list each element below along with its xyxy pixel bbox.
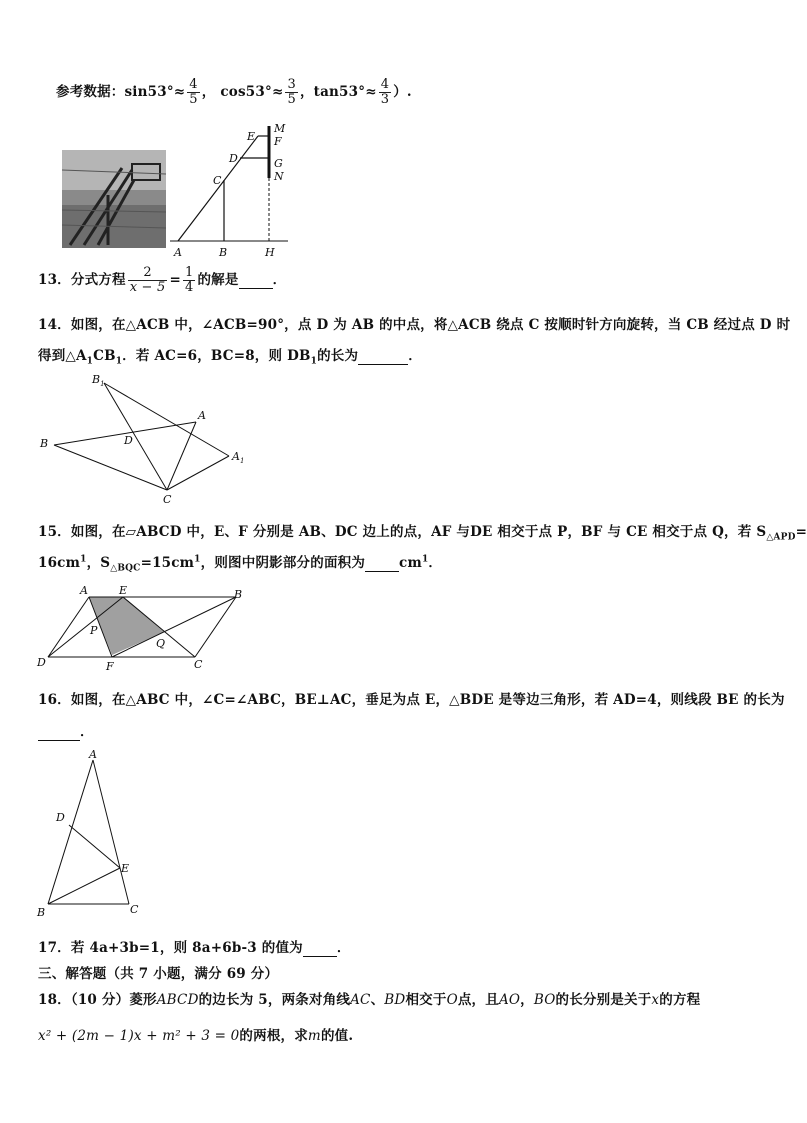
q18-equation: x² + (2m − 1)x + m² + 3 = 0: [38, 1028, 240, 1044]
figure-12-geometry: [168, 118, 298, 267]
label-F: F: [106, 660, 114, 673]
question-14-line-2: [38, 344, 422, 367]
q15-text-16cm: 16cm: [38, 555, 81, 571]
label-D: D: [124, 434, 133, 447]
q18-abcd: ABCD: [156, 992, 199, 1008]
question-18-line-2: [38, 1024, 353, 1044]
q15-end: ．: [428, 555, 443, 571]
q14-answer-blank: [358, 348, 408, 365]
q15-sub-apd: △APD: [766, 532, 796, 543]
label-A: A: [80, 584, 88, 597]
label-N: N: [274, 170, 284, 183]
label-E: E: [119, 584, 128, 597]
q18-ao: AO: [498, 992, 521, 1008]
q13-lhs-numerator: 2: [128, 266, 168, 281]
q16-answer-blank: [38, 724, 80, 741]
seg-B1A1: [104, 383, 229, 456]
q14-sub-a1: 1: [86, 356, 94, 367]
label-D: D: [229, 152, 238, 165]
question-16-line-1: 16．如图，在△ABC 中，∠C=∠ABC，BE⊥AC，垂足为点 E，△BDE 是等边三角形，若 AD=4，则线段 BE 的长为: [38, 692, 785, 708]
q15-text-cm: cm: [399, 555, 422, 571]
label-H: H: [265, 246, 275, 259]
seg-AB: [48, 760, 93, 904]
label-B: B: [234, 588, 243, 601]
q14-text-a: 得到△A: [38, 348, 87, 364]
label-B: B: [37, 906, 46, 919]
label-E: E: [121, 862, 130, 875]
cos-label: ， cos53°≈: [201, 84, 284, 100]
ref-suffix: ）.: [393, 84, 412, 100]
q18-x: x: [651, 992, 660, 1008]
sin-denominator: 5: [189, 92, 198, 107]
cos-fraction: [285, 78, 297, 107]
q18-sep: 、: [370, 992, 385, 1008]
figure-15: [34, 582, 254, 676]
q15-sup-3: 1: [421, 554, 429, 565]
seg-A1C: [167, 456, 229, 490]
seg-DE: [69, 825, 120, 868]
q13-end: ．: [272, 272, 287, 288]
label-D: D: [56, 811, 65, 824]
label-A: A: [198, 409, 206, 422]
seg-BC: [54, 445, 167, 490]
q18-text-a: 18．（10 分）菱形: [38, 992, 157, 1008]
tan-label: ，tan53°≈: [299, 84, 377, 100]
q15-answer-blank: [365, 555, 399, 572]
q15-text-b: =: [795, 524, 807, 540]
q18-comma: ，: [520, 992, 534, 1008]
figure-16: [36, 746, 146, 925]
seg-AD: [48, 597, 89, 657]
q18-text-d: 点，且: [457, 992, 499, 1008]
q14-text-d: 的长为: [317, 348, 359, 364]
basketball-stand-photo: [62, 150, 166, 252]
label-F: F: [274, 135, 282, 148]
q18-o: O: [446, 992, 458, 1008]
section-3-heading: 三、解答题（共 7 小题，满分 69 分）: [38, 966, 279, 982]
reference-data-line: [56, 78, 412, 107]
label-A1: $A_1$: [232, 450, 245, 465]
tan-numerator: 4: [380, 77, 390, 92]
q13-rhs-numerator: 1: [184, 265, 194, 280]
label-Q: Q: [156, 637, 166, 650]
q13-prefix: 13．分式方程: [38, 272, 126, 288]
seg-B1C: [104, 383, 167, 490]
label-C: C: [163, 493, 172, 506]
q13-rhs-fraction: [183, 266, 195, 295]
q13-answer-blank: [239, 272, 273, 289]
label-G: G: [274, 157, 283, 170]
seg-AC: [167, 422, 196, 490]
label-C: C: [130, 903, 139, 916]
label-B1: $B_1$: [92, 373, 105, 388]
label-E: E: [247, 130, 256, 143]
q18-ac: AC: [350, 992, 371, 1008]
q13-lhs-fraction: [128, 266, 168, 295]
question-15-line-1: [38, 520, 807, 543]
ref-prefix: 参考数据：sin53°≈: [56, 84, 186, 100]
label-D: D: [37, 656, 46, 669]
label-A: A: [89, 748, 97, 761]
label-C: C: [213, 174, 222, 187]
cos-denominator: 5: [287, 92, 296, 107]
q14-sub-b1: 1: [115, 356, 123, 367]
q18-text-g: 的两根，求: [239, 1028, 308, 1044]
q15-sup-2: 1: [194, 554, 201, 565]
label-P: P: [90, 624, 98, 637]
q17-end: ．: [336, 940, 351, 956]
question-18-line-1: [38, 988, 700, 1008]
label-A: A: [174, 246, 182, 259]
q14-text-c: ．若 AC=6，BC=8，则 DB: [122, 348, 311, 364]
question-16-line-2: [38, 720, 94, 741]
seg-BC: [195, 597, 236, 657]
q15-sub-bqc: △BQC: [110, 563, 141, 574]
tan-fraction: [379, 78, 391, 107]
question-15-line-2: [38, 551, 442, 574]
label-M: M: [274, 122, 286, 135]
question-17: [38, 936, 351, 957]
sin-numerator: 4: [189, 77, 198, 92]
q15-text-a: 15．如图，在▱ABCD 中，E、F 分别是 AB、DC 边上的点，AF 与DE 相交于点 P，BF 与 CE 相交于点 Q，若 S: [38, 524, 767, 540]
label-C: C: [194, 658, 203, 671]
q17-text: 17．若 4a+3b=1，则 8a+6b-3 的值为: [38, 940, 303, 956]
q14-sub-db1: 1: [310, 356, 318, 367]
q17-answer-blank: [303, 940, 337, 957]
figure-14: [36, 372, 256, 511]
q18-bo: BO: [533, 992, 556, 1008]
question-14-line-1: 14．如图，在△ACB 中，∠ACB=90°，点 D 为 AB 的中点，将△ACB 绕点 C 按顺时针方向旋转，当 CB 经过点 D 时: [38, 317, 791, 333]
q18-text-h: 的值.: [320, 1028, 354, 1044]
q13-suffix: 的解是: [197, 272, 239, 288]
q15-text-shadow: ，则图中阴影部分的面积为: [200, 555, 366, 571]
q15-text-15cm: =15cm: [140, 555, 195, 571]
q16-end: ．: [80, 724, 94, 740]
line-AE: [178, 136, 258, 241]
q18-bd: BD: [384, 992, 406, 1008]
seg-BE: [48, 868, 120, 904]
q18-text-c: 相交于: [405, 992, 447, 1008]
q14-text-b: CB: [93, 348, 116, 364]
q13-equals: =: [169, 272, 181, 288]
q18-text-b: 的边长为 5，两条对角线: [198, 992, 351, 1008]
q18-m: m: [307, 1028, 321, 1044]
cos-numerator: 3: [287, 77, 296, 92]
q15-text-s: ，S: [86, 555, 111, 571]
tan-denominator: 3: [380, 92, 390, 107]
q13-lhs-denominator: x − 5: [129, 280, 166, 295]
q18-text-e: 的长分别是关于: [555, 992, 652, 1008]
label-B: B: [219, 246, 228, 259]
seg-AC: [93, 760, 129, 904]
question-13: [38, 266, 286, 295]
sin-fraction: [187, 78, 199, 107]
q14-end: ．: [408, 348, 422, 364]
q15-sup-1: 1: [80, 554, 87, 565]
q18-text-f: 的方程: [659, 992, 701, 1008]
q13-rhs-denominator: 4: [184, 280, 194, 295]
label-B: B: [40, 437, 49, 450]
